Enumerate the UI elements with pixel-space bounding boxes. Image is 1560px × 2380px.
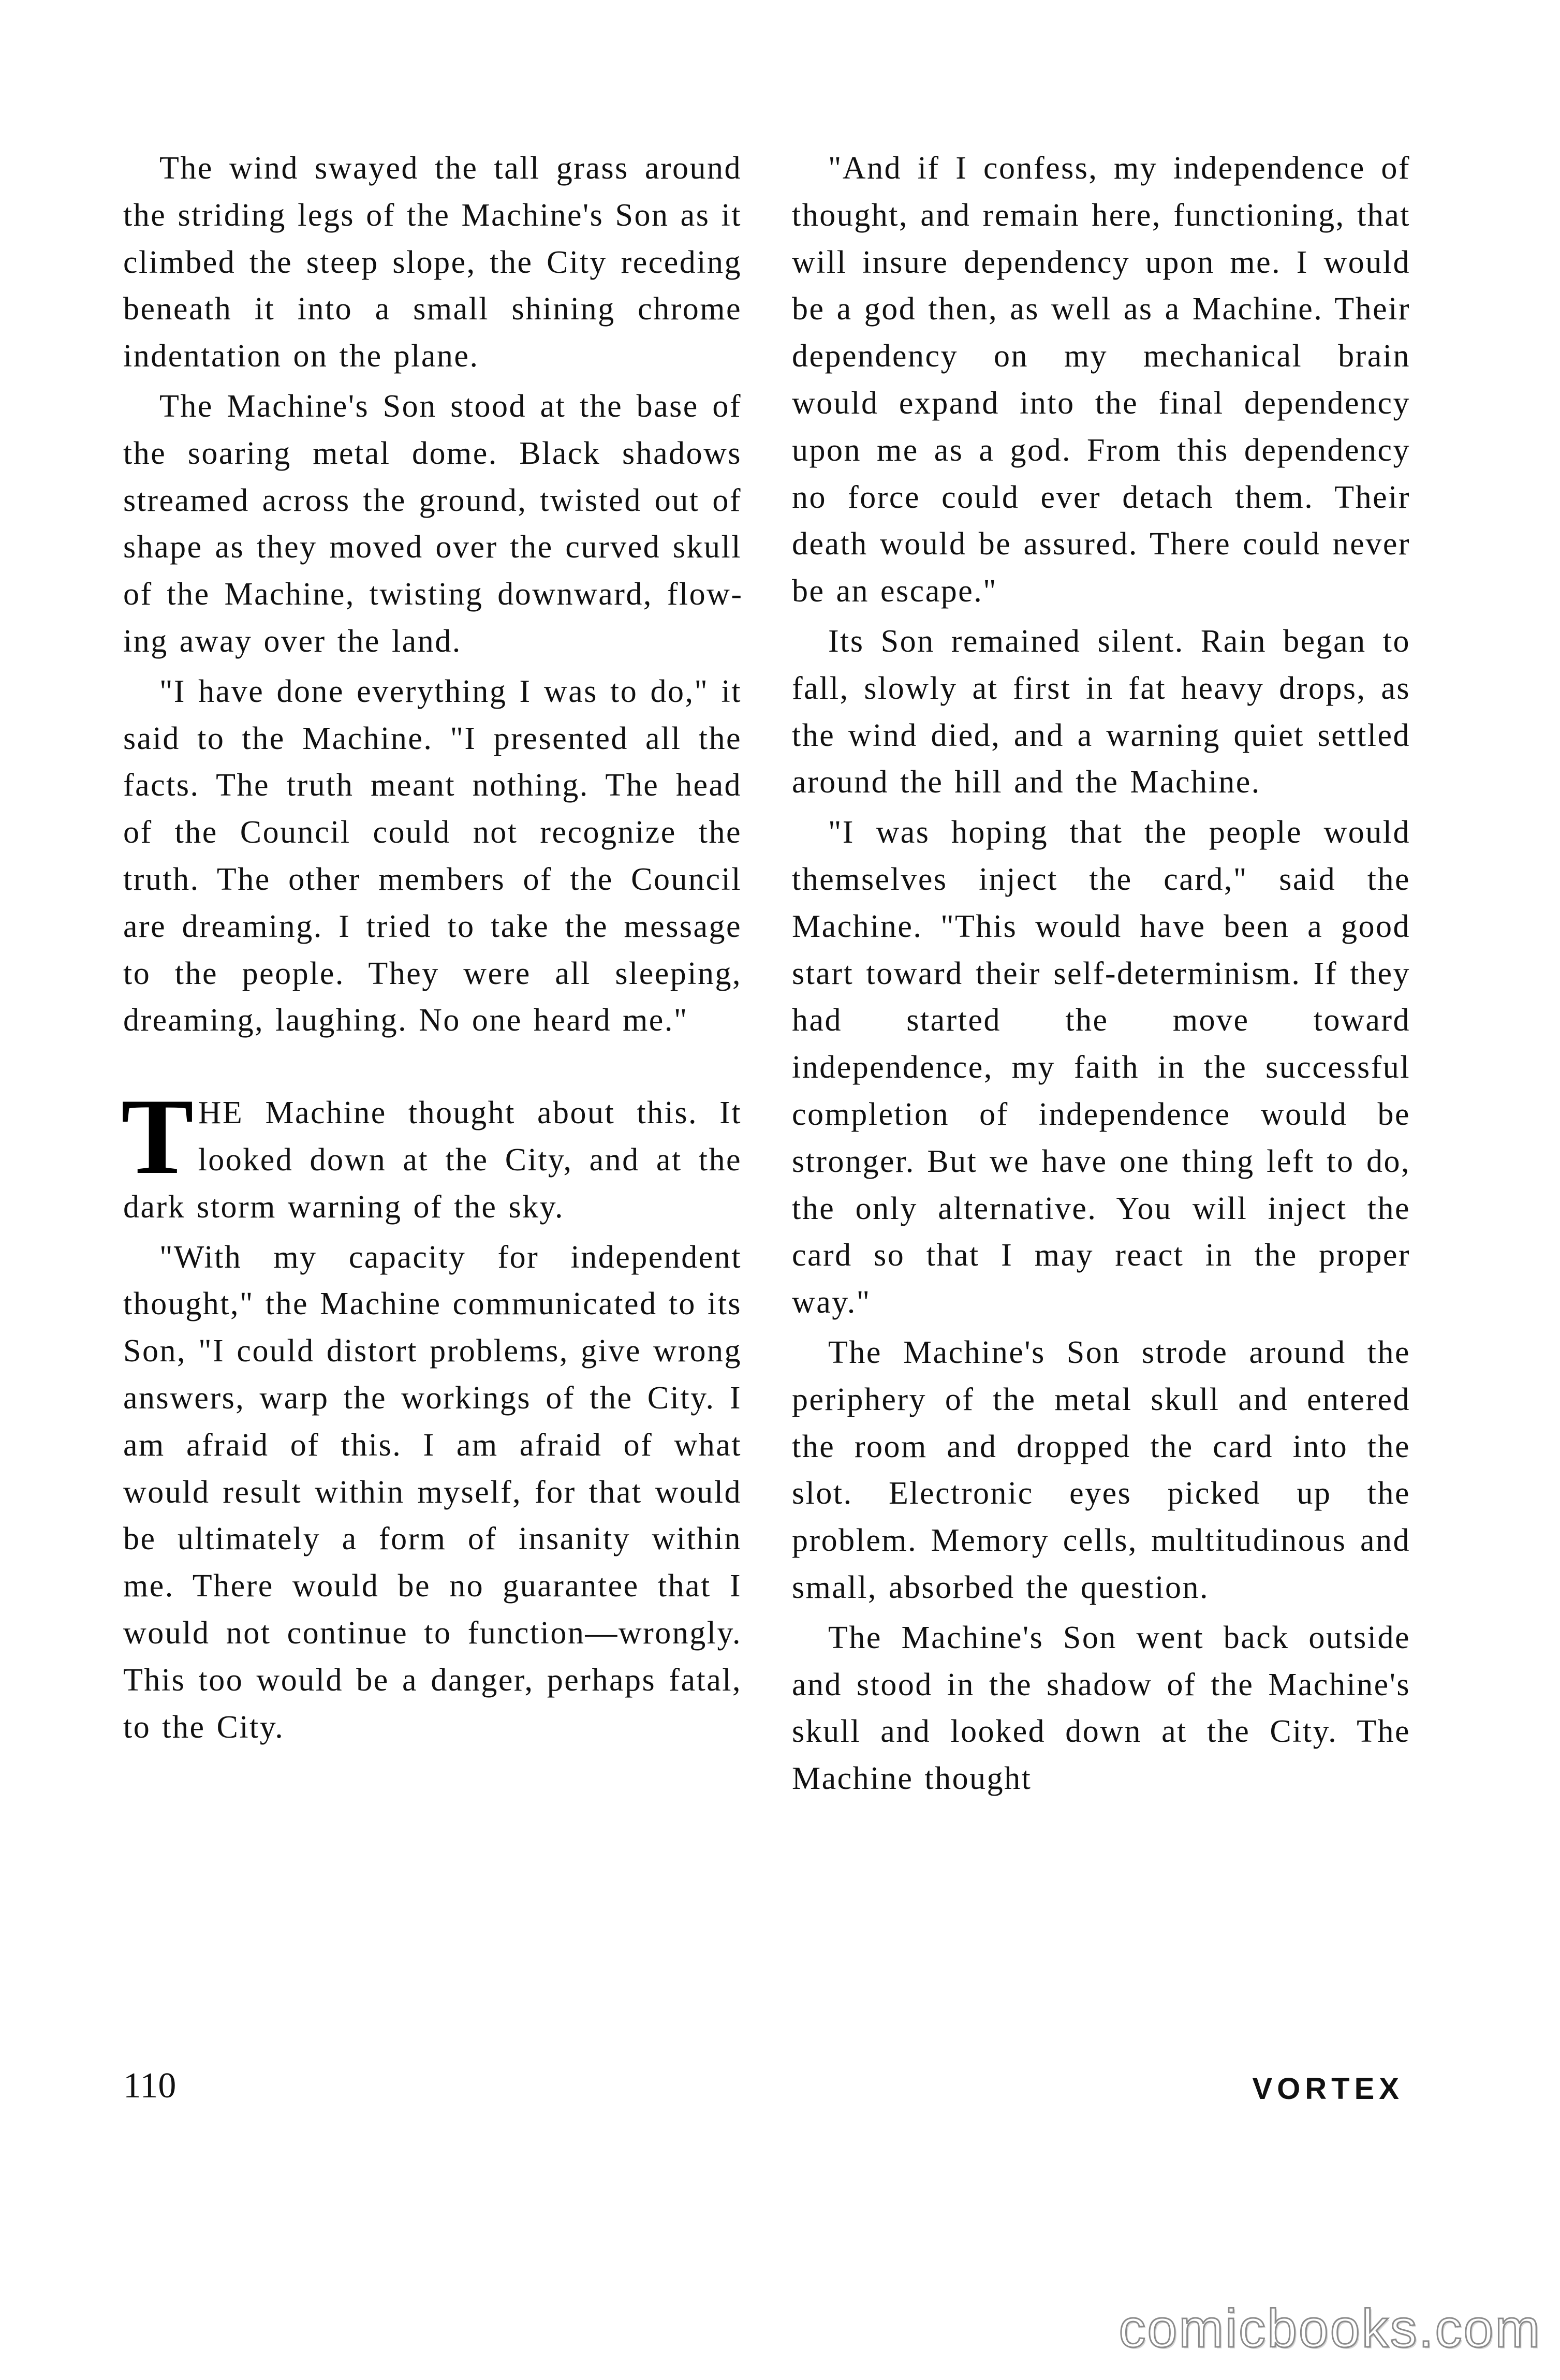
paragraph: The Machine's Son went back outside and stood in the shadow of the Machine's skull and looked down at the City. The Machine thought [792, 1620, 1410, 1797]
paragraph: "With my capacity for independent thought," the Machine communicated to its Son, "I could distort problems, give wrong answers, warp the workings of the City. I am afraid of this. I am afraid of what would result within myself, for that would be ultimately a form of insanity within me. There would be no guarantee that I would not continue to function—wrongly. This too would be a danger, perhaps fatal, to the City. [123, 1239, 742, 1745]
paragraph: The Machine's Son stood at the base of the soaring metal dome. Black shadows streamed across the ground, twisted out of shape as they moved over the curved skull of the Machine, twisting downward, flowing away over the land. [123, 388, 742, 659]
section-break [123, 1047, 742, 1090]
paragraph: "And if I confess, my independence of thought, and remain here, functioning, that will insure dependency upon me. I would be a god then, as well as a Machine. Their dependency on my mechanical brain would expand into the final dependency upon me as a god. From this dependency no force could ever detach them. Their death would be assured. There could never be an escape." [792, 151, 1410, 609]
paragraph: The Machine's Son strode around the periphery of the metal skull and entered the room and dropped the card into the slot. Electronic eyes picked up the problem. Memory cells, multitudinous and small, absorbed the question. [792, 1334, 1410, 1605]
site-watermark: comicbooks.com [1119, 2299, 1541, 2359]
right-text-column [792, 145, 1410, 1805]
dropcap-paragraph [121, 1077, 742, 1230]
left-text-column [123, 145, 742, 1754]
paragraph: "I was hoping that the people would themselves inject the card," said the Machine. "This would have been a good start toward their self-determinism. If they had started the move toward independence, my faith in the successful completion of independence would be stronger. But we have one thing left to do, the only alternative. You will inject the card so that I may react in the proper way." [792, 815, 1410, 1320]
paragraph: The wind swayed the tall grass around the striding legs of the Machine's Son as it climbed the steep slope, the City receding beneath it into a small shining chrome indentation on the plane. [123, 151, 742, 374]
magazine-title: VORTEX [1252, 2072, 1404, 2106]
drop-cap-letter: T [121, 1077, 195, 1197]
page-number: 110 [123, 2066, 176, 2106]
paragraph: "I have done everything I was to do," it said to the Machine. "I presented all the facts. The truth meant nothing. The head of the Council could not recognize the truth. The other members of the Council are dreaming. I tried to take the message to the people. They were all sleeping, dreaming, laughing. No one heard me." [123, 673, 742, 1038]
dropcap-paragraph-text: HE Machine thought about this. It looked down at the City, and at the dark storm warning of the sky. [123, 1095, 742, 1225]
paragraph: Its Son remained silent. Rain began to fall, slowly at first in fat heavy drops, as the wind died, and a warning quiet settled around the hill and the Machine. [792, 623, 1410, 800]
